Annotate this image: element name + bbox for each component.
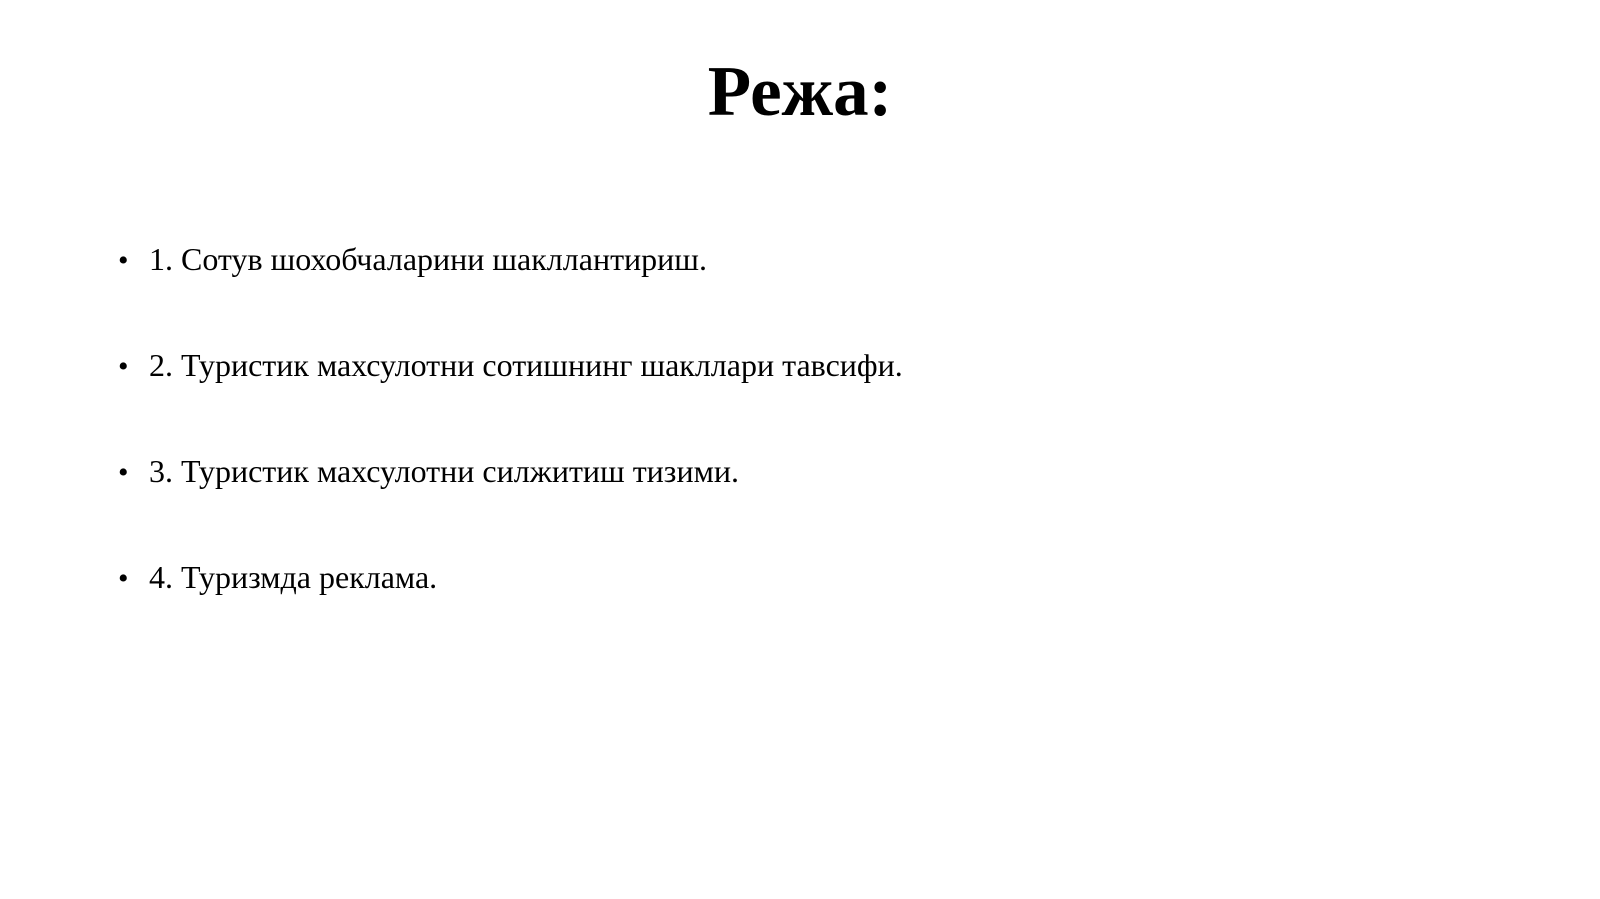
list-item — [118, 449, 903, 555]
list-item — [118, 237, 903, 343]
list-item — [118, 343, 903, 449]
bullet-icon: • — [118, 456, 129, 489]
bullet-icon: • — [118, 350, 129, 383]
list-item-text: 1. Сотув шохобчаларини шакллантириш. — [149, 241, 707, 277]
bullet-icon: • — [118, 244, 129, 277]
bullet-icon: • — [118, 562, 129, 595]
slide-title: Режа: — [707, 53, 893, 131]
list-item-text: 2. Туристик махсулотни сотишнинг шакллари тавсифи. — [149, 347, 903, 383]
list-item-text: 4. Туризмда реклама. — [149, 559, 438, 595]
agenda-list — [118, 237, 903, 661]
list-item — [118, 555, 903, 661]
list-item-text: 3. Туристик махсулотни силжитиш тизими. — [149, 453, 739, 489]
